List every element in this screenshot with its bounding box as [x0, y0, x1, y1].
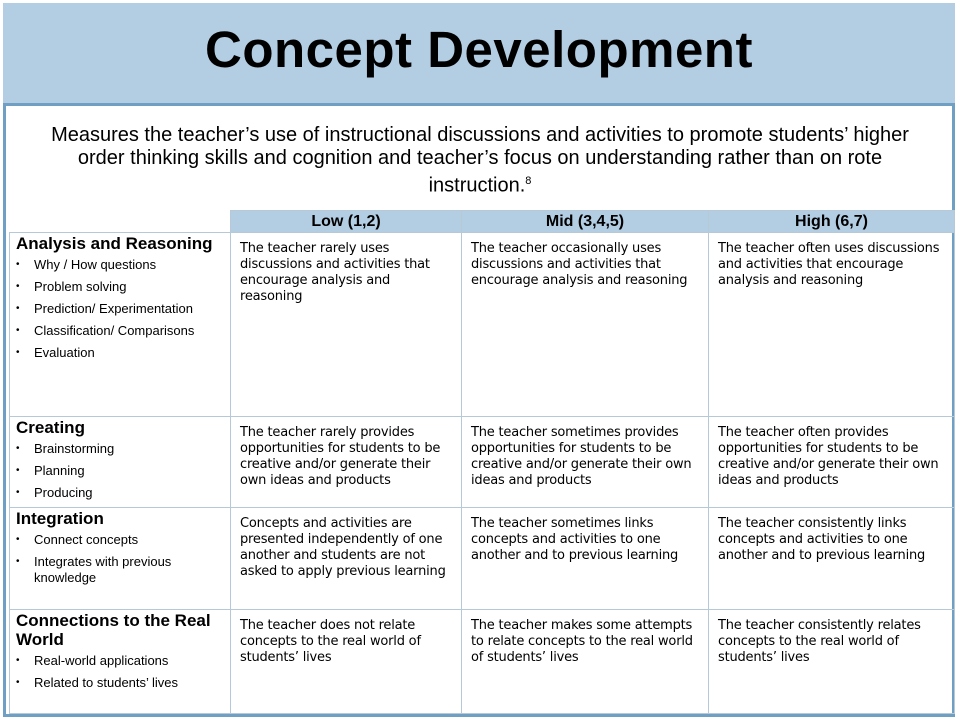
dimension-title: Integration [16, 509, 104, 528]
dimension-cell [10, 417, 231, 508]
indicator-item: • Problem solving [16, 279, 230, 295]
indicator-item: • Integrates with previous knowledge [16, 554, 230, 586]
dimension-title: Analysis and Reasoning [16, 234, 213, 253]
indicator-item: • Real-world applications [16, 653, 230, 669]
low-description: The teacher does not relate concepts to the real world of students’ lives [240, 618, 421, 665]
indicator-item: • Brainstorming [16, 441, 230, 457]
mid-cell [462, 417, 709, 508]
low-cell [231, 233, 462, 417]
table-row [10, 233, 955, 417]
dimension-cell [10, 610, 231, 714]
dimension-cell [10, 233, 231, 417]
indicator-item: • Producing [16, 485, 230, 501]
title-band [3, 3, 955, 106]
dimension-title: Connections to the Real World [16, 611, 211, 649]
indicator-item: • Classification/ Comparisons [16, 323, 230, 339]
description-text: Measures the teacher’s use of instructional discussions and activities to promote students’ higher order thinking skills and cognition and teacher’s focus on understanding rather than on rote instruction. [51, 124, 909, 197]
high-description: The teacher often provides opportunities for students to be creative and/or generate their own ideas and products [718, 425, 939, 488]
dimension-title: Creating [16, 418, 85, 437]
dimension-cell [10, 508, 231, 610]
header-row [10, 211, 955, 233]
indicator-list [10, 257, 230, 361]
low-description: Concepts and activities are presented independently of one another and students are not asked to apply previous learning [240, 516, 446, 579]
low-cell [231, 417, 462, 508]
column-header-low: Low (1,2) [231, 211, 462, 233]
high-cell [709, 417, 955, 508]
table-row [10, 610, 955, 714]
table-row [10, 508, 955, 610]
indicator-item: • Evaluation [16, 345, 230, 361]
low-cell [231, 610, 462, 714]
indicator-item: • Related to students’ lives [16, 675, 230, 691]
column-header-high: High (6,7) [709, 211, 955, 233]
indicator-list [10, 532, 230, 586]
low-description: The teacher rarely provides opportunities for students to be creative and/or generate their own ideas and products [240, 425, 441, 488]
page-title: Concept Development [205, 20, 753, 78]
indicator-item: • Planning [16, 463, 230, 479]
mid-description: The teacher occasionally uses discussions and activities that encourage analysis and reasoning [471, 241, 688, 288]
indicator-list [10, 441, 230, 501]
low-cell [231, 508, 462, 610]
indicator-item: • Why / How questions [16, 257, 230, 273]
mid-description: The teacher makes some attempts to relate concepts to the real world of students’ lives [471, 618, 693, 665]
footnote-marker: 8 [525, 175, 532, 187]
high-description: The teacher consistently relates concepts to the real world of students’ lives [718, 618, 921, 665]
table-row [10, 417, 955, 508]
mid-cell [462, 233, 709, 417]
rubric-table [9, 210, 955, 714]
high-cell [709, 508, 955, 610]
low-description: The teacher rarely uses discussions and activities that encourage analysis and reasoning [240, 241, 430, 304]
mid-description: The teacher sometimes provides opportunities for students to be creative and/or generate their own ideas and products [471, 425, 692, 488]
indicator-list [10, 653, 230, 691]
header-blank-cell [10, 211, 231, 233]
high-cell [709, 610, 955, 714]
high-description: The teacher consistently links concepts and activities to one another and to previous learning [718, 516, 926, 563]
high-description: The teacher often uses discussions and activities that encourage analysis and reasoning [718, 241, 940, 288]
description [30, 124, 930, 198]
mid-cell [462, 610, 709, 714]
column-header-mid: Mid (3,4,5) [462, 211, 709, 233]
indicator-item: • Prediction/ Experimentation [16, 301, 230, 317]
indicator-item: • Connect concepts [16, 532, 230, 548]
mid-description: The teacher sometimes links concepts and activities to one another and to previous learning [471, 516, 679, 563]
mid-cell [462, 508, 709, 610]
high-cell [709, 233, 955, 417]
